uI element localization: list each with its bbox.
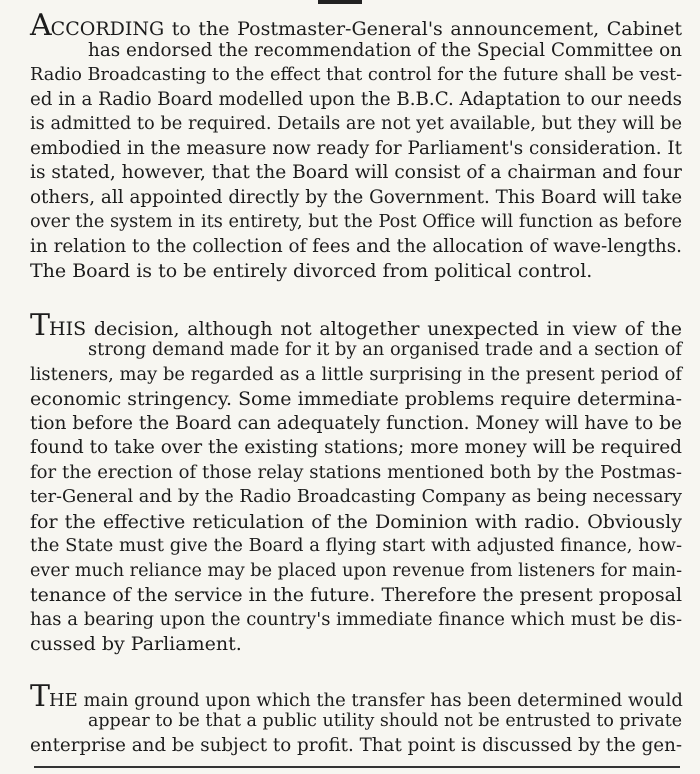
paragraph-line: listeners, may be regarded as a little surprising in the present period of xyxy=(30,363,683,385)
paragraph-line: strong demand made for it by an organised trade and a section of xyxy=(88,339,682,360)
drop-cap: T xyxy=(30,678,50,714)
paragraph-line: The Board is to be entirely divorced from political control. xyxy=(30,260,593,282)
paragraph-line: tenance of the service in the future. Therefore the present proposal xyxy=(30,584,683,606)
paragraph-3 xyxy=(30,678,683,759)
paragraph-line: has a bearing upon the country's immediate finance which must be dis- xyxy=(30,608,683,630)
top-rule xyxy=(318,0,362,4)
article-body xyxy=(30,8,683,774)
paragraph-line: others, all appointed directly by the Government. This Board will take xyxy=(30,186,683,208)
paragraph-line: embodied in the measure now ready for Parliament's consideration. It xyxy=(30,137,682,159)
paragraph-line: ACCORDING to the Postmaster-General's announcement, Cabinet xyxy=(30,8,682,43)
drop-cap: T xyxy=(30,307,50,343)
paragraph-line: for the erection of those relay stations mentioned both by the Postmas- xyxy=(30,461,682,483)
paragraph-line: ed in a Radio Board modelled upon the B.B.C. Adaptation to our needs xyxy=(30,88,682,110)
paragraph-line: cussed by Parliament. xyxy=(30,633,242,655)
paragraph-line: for the effective reticulation of the Dominion with radio. Obviously xyxy=(30,510,682,533)
bottom-rule xyxy=(34,766,680,768)
paragraph-2 xyxy=(30,307,683,657)
paragraph-line: is admitted to be required. Details are not yet available, but they will be xyxy=(30,113,682,134)
paragraph-line: is stated, however, that the Board will consist of a chairman and four xyxy=(30,162,682,183)
paragraph-line: over the system in its entirety, but the Post Office will function as before xyxy=(30,212,683,232)
drop-cap: A xyxy=(30,8,51,43)
paragraph-1 xyxy=(30,8,683,284)
paragraph-line: ever much reliance may be placed upon revenue from listeners for main- xyxy=(30,560,683,581)
paragraph-line: ter-General and by the Radio Broadcasting Company as being necessary xyxy=(30,487,682,507)
paragraph-line: Radio Broadcasting to the effect that control for the future shall be vest- xyxy=(30,65,683,85)
paragraph-line: tion before the Board can adequately function. Money will have to be xyxy=(30,412,682,434)
paragraph-line: found to take over the existing stations; more money will be required xyxy=(30,437,683,458)
paragraph-line: in relation to the collection of fees and the allocation of wave-lengths. xyxy=(30,235,682,257)
paragraph-line: appear to be that a public utility should not be entrusted to private xyxy=(88,711,683,731)
paragraph-line: THE main ground upon which the transfer has been determined would xyxy=(30,678,683,714)
paragraph-line: enterprise and be subject to profit. That point is discussed by the gen- xyxy=(30,734,683,756)
paragraph-line: the State must give the Board a flying start with adjusted finance, how- xyxy=(30,535,683,556)
paragraph-line: has endorsed the recommendation of the Special Committee on xyxy=(88,39,682,61)
paragraph-line: THIS decision, although not altogether unexpected in view of the xyxy=(30,307,683,343)
paragraph-line: economic stringency. Some immediate problems require determina- xyxy=(30,388,683,410)
